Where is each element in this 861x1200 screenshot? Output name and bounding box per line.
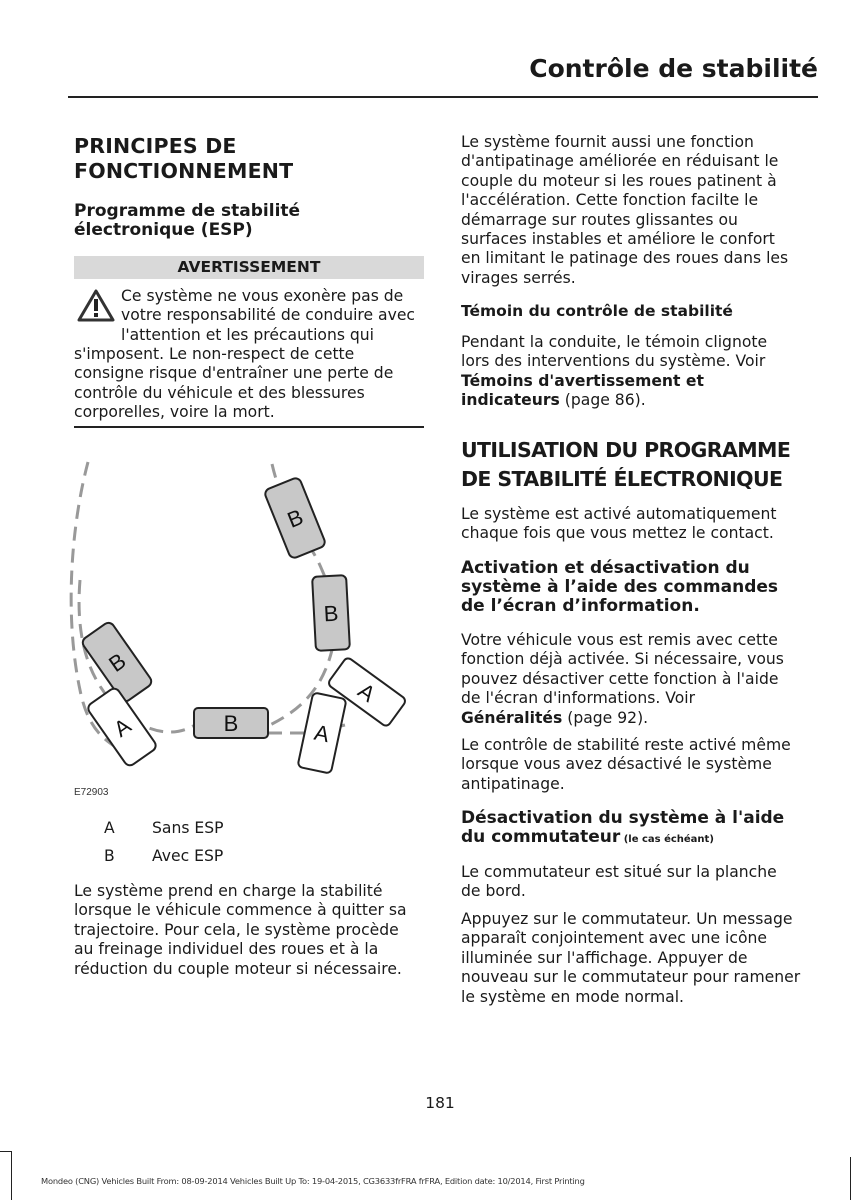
text-line: votre responsabilité de conduire avec bbox=[121, 306, 415, 325]
text-line: lorsque vous avez désactivé le système bbox=[461, 755, 772, 774]
page-ref: (page 92). bbox=[562, 708, 649, 727]
car-b-4 bbox=[194, 708, 268, 738]
text-line: apparaît conjointement avec une icône bbox=[461, 929, 767, 948]
text-line: illuminée sur l'affichage. Appuyer de bbox=[461, 948, 748, 967]
warning-text-indent2 bbox=[121, 326, 374, 345]
paragraph bbox=[461, 736, 791, 794]
text-line: Votre véhicule vous est remis avec cette bbox=[461, 631, 778, 649]
figure-id: E72903 bbox=[74, 787, 109, 798]
text-line: au freinage individuel des roues et à la bbox=[74, 940, 379, 959]
text-line: Appuyez sur le commutateur. Un message bbox=[461, 910, 793, 928]
heading-note: (le cas échéant) bbox=[620, 834, 714, 845]
heading-line: système à l’aide des commandes bbox=[461, 577, 779, 597]
warning-rule bbox=[74, 426, 424, 428]
text-line: chaque fois que vous mettez le contact. bbox=[461, 524, 774, 543]
warning-icon bbox=[76, 288, 116, 324]
text-line: le système en mode normal. bbox=[461, 987, 685, 1006]
page-title: Contrôle de stabilité bbox=[529, 54, 818, 83]
car-b-1 bbox=[264, 477, 327, 560]
subsection-heading bbox=[74, 202, 300, 240]
svg-text:A: A bbox=[312, 719, 332, 748]
svg-text:A: A bbox=[109, 712, 136, 742]
heading-line: électronique (ESP) bbox=[74, 220, 253, 240]
subsection-heading bbox=[461, 809, 784, 849]
heading-line: du commutateur bbox=[461, 827, 621, 847]
section-heading bbox=[461, 436, 790, 494]
text-line: consigne risque d'entraîner une perte de bbox=[74, 364, 394, 383]
text-line: couple du moteur si les roues patinent à bbox=[461, 171, 777, 190]
text-line: lorsque le véhicule commence à quitter sa bbox=[74, 901, 407, 920]
text-line: l'accélération. Cette fonction facilte le bbox=[461, 191, 759, 210]
legend-key-b: B bbox=[104, 847, 115, 865]
warning-text-indent bbox=[121, 287, 415, 326]
legend-text-a: Sans ESP bbox=[152, 819, 224, 837]
crop-mark-left bbox=[0, 1151, 12, 1200]
footer-text: Mondeo (CNG) Vehicles Built From: 08-09-2014 Vehicles Built Up To: 19-04-2015, CG3633frFRA frFRA, Edition date: 10/2014, First Printing bbox=[41, 1176, 585, 1186]
text-line: antipatinage. bbox=[461, 774, 565, 793]
car-b-2 bbox=[312, 575, 350, 651]
heading-line: Programme de stabilité bbox=[74, 201, 301, 221]
esp-diagram bbox=[60, 440, 430, 810]
text-line: nouveau sur le commutateur pour ramener bbox=[461, 968, 801, 987]
text-line: trajectoire. Pour cela, le système procède bbox=[74, 920, 399, 939]
text-line: fonction déjà activée. Si nécessaire, vous bbox=[461, 650, 784, 669]
svg-text:B: B bbox=[223, 711, 239, 736]
subsection-heading bbox=[461, 559, 778, 616]
heading-line: Désactivation du système à l'aide bbox=[461, 808, 785, 828]
text-line: Le système est activé automatiquement bbox=[461, 505, 777, 523]
section-heading bbox=[74, 134, 293, 184]
paragraph bbox=[461, 133, 788, 288]
text-line: Le commutateur est situé sur la planche bbox=[461, 863, 777, 881]
cross-reference-link[interactable]: indicateurs bbox=[461, 391, 560, 410]
car-a-1 bbox=[86, 686, 158, 767]
svg-text:B: B bbox=[104, 647, 131, 677]
text-line: pouvez désactiver cette fonction à l'aide bbox=[461, 669, 779, 688]
crop-mark-right bbox=[850, 1157, 851, 1200]
cross-reference-link[interactable]: Généralités bbox=[461, 708, 563, 727]
svg-text:A: A bbox=[353, 677, 380, 707]
text-line: s'imposent. Le non-respect de cette bbox=[74, 345, 355, 363]
page-ref: (page 86). bbox=[559, 391, 646, 410]
heading-line: PRINCIPES DE bbox=[74, 134, 237, 158]
paragraph bbox=[461, 631, 784, 728]
text-line: réduction du couple moteur si nécessaire. bbox=[74, 959, 402, 978]
svg-text:B: B bbox=[283, 504, 307, 533]
car-a-2 bbox=[297, 692, 346, 773]
text-line: lors des interventions du système. Voir bbox=[461, 352, 766, 371]
text-line: de l'écran d'informations. Voir bbox=[461, 689, 696, 708]
page-number: 181 bbox=[425, 1094, 455, 1112]
text-line: démarrage sur routes glissantes ou bbox=[461, 210, 738, 229]
heading-line: Activation et désactivation du bbox=[461, 558, 750, 578]
text-line: surfaces instables et améliore le confort bbox=[461, 230, 775, 249]
paragraph bbox=[74, 882, 407, 979]
text-line: corporelles, voire la mort. bbox=[74, 403, 275, 422]
legend-key-a: A bbox=[104, 819, 115, 837]
heading-line: de l’écran d’information. bbox=[461, 596, 700, 616]
text-line: Le contrôle de stabilité reste activé même bbox=[461, 736, 791, 754]
paragraph bbox=[461, 505, 776, 544]
paragraph bbox=[461, 863, 777, 902]
paragraph bbox=[461, 333, 767, 411]
text-line: Le système fournit aussi une fonction bbox=[461, 133, 754, 151]
header-rule bbox=[68, 96, 818, 98]
paragraph bbox=[461, 910, 800, 1007]
warning-title: AVERTISSEMENT bbox=[74, 256, 424, 279]
legend-text-b: Avec ESP bbox=[152, 847, 224, 865]
text-line: Pendant la conduite, le témoin clignote bbox=[461, 333, 768, 351]
text-line: contrôle du véhicule et des blessures bbox=[74, 383, 365, 402]
heading-line: DE STABILITÉ ÉLECTRONIQUE bbox=[461, 467, 783, 491]
heading-line: FONCTIONNEMENT bbox=[74, 159, 294, 183]
subheading: Témoin du contrôle de stabilité bbox=[461, 302, 733, 320]
warning-text bbox=[74, 345, 393, 423]
text-line: en limitant le patinage des roues dans les bbox=[461, 249, 789, 268]
text-line: Ce système ne vous exonère pas de bbox=[121, 287, 404, 305]
text-line: de bord. bbox=[461, 882, 526, 901]
text-line: d'antipatinage améliorée en réduisant le bbox=[461, 152, 779, 171]
cross-reference-link[interactable]: Témoins d'avertissement et bbox=[461, 371, 704, 390]
text-line: Le système prend en charge la stabilité bbox=[74, 882, 383, 900]
text-line: l'attention et les précautions qui bbox=[121, 326, 375, 344]
svg-text:B: B bbox=[323, 600, 340, 627]
heading-line: UTILISATION DU PROGRAMME bbox=[461, 438, 791, 462]
text-line: virages serrés. bbox=[461, 268, 576, 287]
